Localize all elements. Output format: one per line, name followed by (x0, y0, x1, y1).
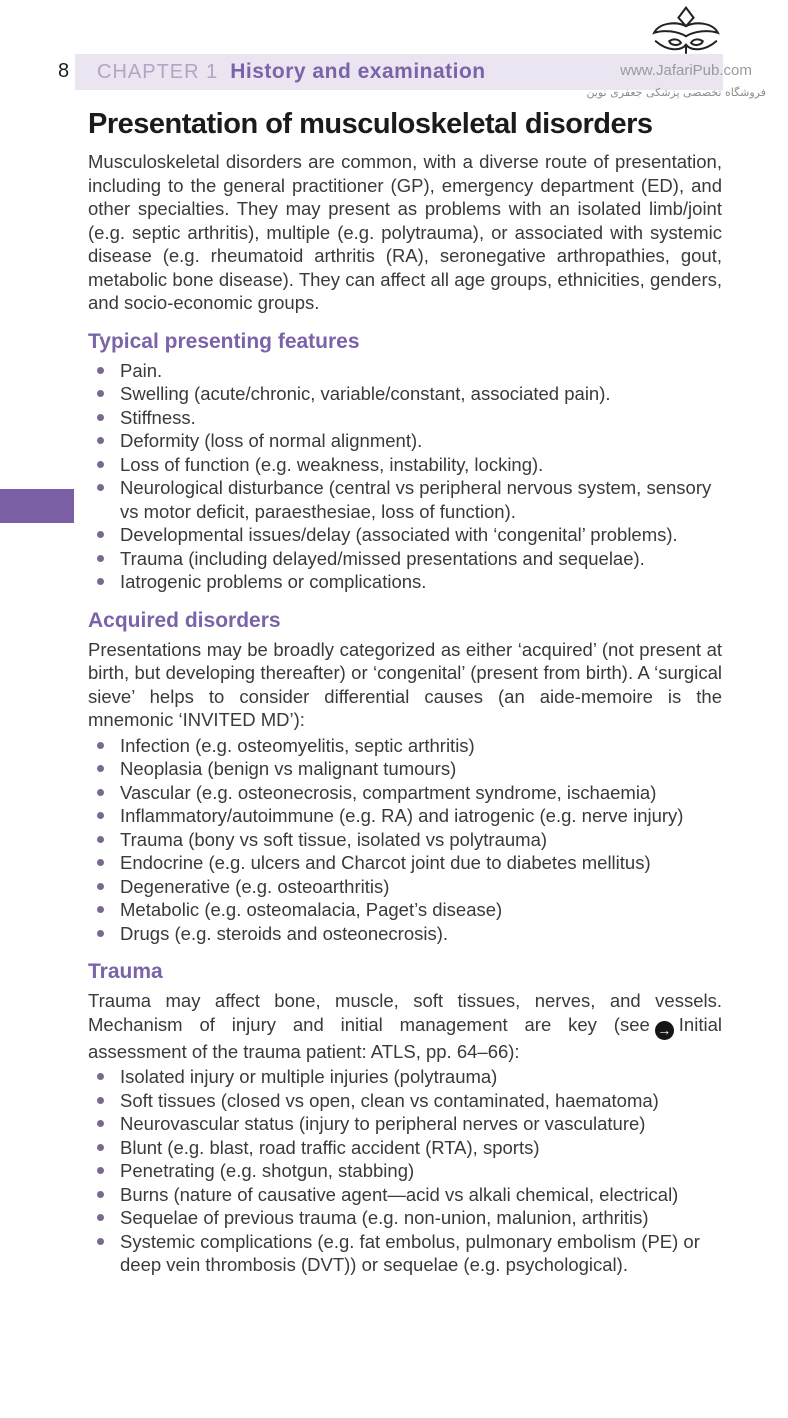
bullet-icon (97, 812, 104, 819)
bullet-icon (97, 461, 104, 468)
bullet-icon (97, 789, 104, 796)
chapter-title: History and examination (230, 60, 486, 83)
list-item: Swelling (acute/chronic, variable/constant, associated pain). (88, 382, 722, 406)
page-number: 8 (58, 60, 70, 82)
section-heading-trauma: Trauma (88, 960, 163, 983)
bullet-icon (97, 1073, 104, 1080)
list-item: Loss of function (e.g. weakness, instability, locking). (88, 453, 722, 477)
calligraphy-ornament-icon (644, 4, 728, 60)
intro-paragraph: Musculoskeletal disorders are common, with a diverse route of presentation, including to the general practitioner (GP), emergency department (ED), and other specialties. They may present as problems with an isolated limb/joint (e.g. septic arthritis), multiple (e.g. polytrauma), or associated with systemic disease (e.g. rheumatoid arthritis (RA), seronegative arthropathies, gout, metabolic bone disease). They can affect all age groups, ethnicities, genders, and socio-economic groups. (88, 151, 722, 313)
list-item: Iatrogenic problems or complications. (88, 570, 722, 594)
typical-features-list (88, 359, 722, 594)
list-item: Neoplasia (benign vs malignant tumours) (88, 757, 722, 781)
list-item: Systemic complications (e.g. fat embolus, pulmonary embolism (PE) or deep vein thrombosis (DVT)) or sequelae (e.g. psychological). (88, 1230, 722, 1277)
bullet-icon (97, 836, 104, 843)
bullet-icon (97, 367, 104, 374)
trauma-intro-before: Trauma may affect bone, muscle, soft tissues, nerves, and vessels. Mechanism of injury and initial management are key (see (88, 990, 722, 1035)
bullet-icon (97, 1144, 104, 1151)
bullet-icon (97, 414, 104, 421)
bullet-icon (97, 437, 104, 444)
list-item: Soft tissues (closed vs open, clean vs contaminated, haematoma) (88, 1089, 722, 1113)
list-item: Isolated injury or multiple injuries (polytrauma) (88, 1065, 722, 1089)
bullet-icon (97, 578, 104, 585)
acquired-disorders-list (88, 734, 722, 946)
bullet-icon (97, 742, 104, 749)
list-item: Pain. (88, 359, 722, 383)
list-item: Degenerative (e.g. osteoarthritis) (88, 875, 722, 899)
bullet-icon (97, 531, 104, 538)
chapter-label: CHAPTER 1 (97, 60, 219, 83)
bullet-icon (97, 1238, 104, 1245)
section-heading-typical-presenting-features: Typical presenting features (88, 329, 360, 353)
bullet-icon (97, 1191, 104, 1198)
chapter-side-tab (0, 489, 74, 523)
list-item: Penetrating (e.g. shotgun, stabbing) (88, 1159, 722, 1183)
list-item: Developmental issues/delay (associated with ‘congenital’ problems). (88, 523, 722, 547)
list-item: Stiffness. (88, 406, 722, 430)
list-item: Vascular (e.g. osteonecrosis, compartment syndrome, ischaemia) (88, 781, 722, 805)
bullet-icon (97, 930, 104, 937)
list-item: Burns (nature of causative agent—acid vs alkali chemical, electrical) (88, 1183, 722, 1207)
bullet-icon (97, 390, 104, 397)
list-item: Trauma (bony vs soft tissue, isolated vs polytrauma) (88, 828, 722, 852)
cross-reference-arrow-icon: → (655, 1021, 674, 1040)
bullet-icon (97, 1167, 104, 1174)
section-heading-acquired-disorders: Acquired disorders (88, 608, 281, 632)
page-content (88, 108, 722, 1277)
list-item: Neurological disturbance (central vs peripheral nervous system, sensory vs motor deficit, paraesthesiae, loss of function). (88, 476, 722, 523)
list-item: Trauma (including delayed/missed presentations and sequelae). (88, 547, 722, 571)
bullet-icon (97, 1097, 104, 1104)
list-item: Inflammatory/autoimmune (e.g. RA) and iatrogenic (e.g. nerve injury) (88, 804, 722, 828)
list-item: Endocrine (e.g. ulcers and Charcot joint due to diabetes mellitus) (88, 851, 722, 875)
acquired-intro-paragraph: Presentations may be broadly categorized as either ‘acquired’ (not present at birth, but developing thereafter) or ‘congenital’ (present from birth). A ‘surgical sieve’ helps to consider differential causes (an aide-memoire is the mnemonic ‘INVITED MD’): (88, 638, 722, 730)
list-item: Metabolic (e.g. osteomalacia, Paget’s disease) (88, 898, 722, 922)
bullet-icon (97, 859, 104, 866)
publisher-watermark (586, 4, 766, 99)
watermark-url: www.JafariPub.com (620, 62, 752, 79)
bullet-icon (97, 765, 104, 772)
list-item: Neurovascular status (injury to peripheral nerves or vasculature) (88, 1112, 722, 1136)
trauma-list (88, 1065, 722, 1277)
trauma-intro-after: Initial assessment of the trauma patient: ATLS, pp. 64–66): (88, 1013, 722, 1062)
list-item: Infection (e.g. osteomyelitis, septic arthritis) (88, 734, 722, 758)
bullet-icon (97, 555, 104, 562)
list-item: Blunt (e.g. blast, road traffic accident (RTA), sports) (88, 1136, 722, 1160)
list-item: Drugs (e.g. steroids and osteonecrosis). (88, 922, 722, 946)
bullet-icon (97, 883, 104, 890)
bullet-icon (97, 1120, 104, 1127)
bullet-icon (97, 1214, 104, 1221)
watermark-subtitle-farsi: فروشگاه تخصصی پزشکی جعفری نوین (586, 86, 766, 99)
trauma-intro-paragraph (88, 989, 722, 1063)
list-item: Deformity (loss of normal alignment). (88, 429, 722, 453)
bullet-icon (97, 906, 104, 913)
list-item: Sequelae of previous trauma (e.g. non-union, malunion, arthritis) (88, 1206, 722, 1230)
page-title: Presentation of musculoskeletal disorders (88, 108, 653, 140)
bullet-icon (97, 484, 104, 491)
